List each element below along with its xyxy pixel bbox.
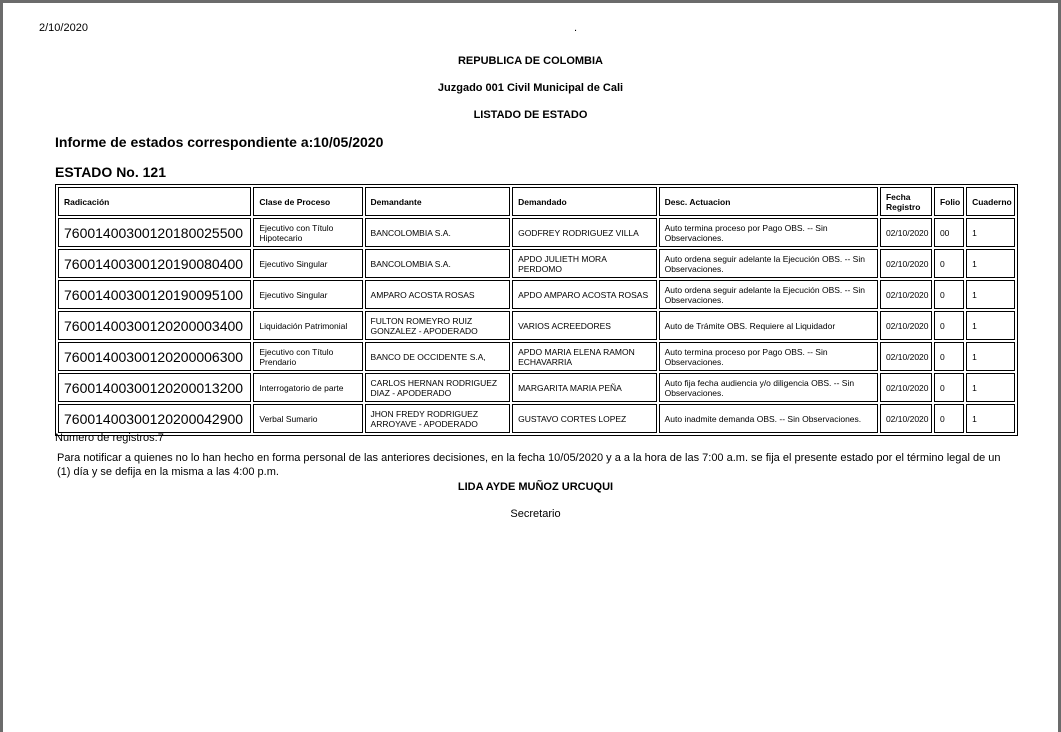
cell-cuaderno: 1: [966, 280, 1015, 309]
numero-registros: Numero de registros:7: [55, 432, 164, 444]
cell-desc-actuacion: Auto termina proceso por Pago OBS. -- Sin Observaciones.: [659, 218, 878, 247]
col-radicacion: Radicación: [58, 187, 251, 216]
cell-demandado: MARGARITA MARIA PEÑA: [512, 373, 657, 402]
cell-radicacion: 76001400300120190080400: [58, 249, 251, 278]
cell-clase-proceso: Ejecutivo Singular: [253, 280, 362, 309]
cell-clase-proceso: Liquidación Patrimonial: [253, 311, 362, 340]
col-clase-proceso: Clase de Proceso: [253, 187, 362, 216]
col-fecha-registro: Fecha Registro: [880, 187, 932, 216]
cell-cuaderno: 1: [966, 404, 1015, 433]
cell-radicacion: 76001400300120200003400: [58, 311, 251, 340]
cell-radicacion: 76001400300120190095100: [58, 280, 251, 309]
informe-heading: Informe de estados correspondiente a:10/05/2020: [55, 134, 384, 150]
cell-desc-actuacion: Auto fija fecha audiencia y/o diligencia OBS. -- Sin Observaciones.: [659, 373, 878, 402]
cell-demandante: JHON FREDY RODRIGUEZ ARROYAVE - APODERADO: [365, 404, 511, 433]
cell-folio: 0: [934, 404, 964, 433]
cell-cuaderno: 1: [966, 342, 1015, 371]
cell-cuaderno: 1: [966, 311, 1015, 340]
col-desc-actuacion: Desc. Actuacion: [659, 187, 878, 216]
cell-folio: 00: [934, 218, 964, 247]
cell-folio: 0: [934, 249, 964, 278]
table-row: [58, 218, 1015, 247]
cell-folio: 0: [934, 280, 964, 309]
cell-desc-actuacion: Auto de Trámite OBS. Requiere al Liquidador: [659, 311, 878, 340]
cell-desc-actuacion: Auto ordena seguir adelante la Ejecución OBS. -- Sin Observaciones.: [659, 249, 878, 278]
title-listing: LISTADO DE ESTADO: [473, 109, 588, 121]
title-country: REPUBLICA DE COLOMBIA: [457, 55, 604, 67]
cell-demandante: BANCOLOMBIA S.A.: [365, 218, 511, 247]
cell-radicacion: 76001400300120180025500: [58, 218, 251, 247]
cell-radicacion: 76001400300120200013200: [58, 373, 251, 402]
title-court: Juzgado 001 Civil Municipal de Cali: [437, 82, 624, 94]
cell-demandado: GUSTAVO CORTES LOPEZ: [512, 404, 657, 433]
cell-fecha-registro: 02/10/2020: [880, 342, 932, 371]
cell-cuaderno: 1: [966, 249, 1015, 278]
cell-radicacion: 76001400300120200006300: [58, 342, 251, 371]
notification-text: Para notificar a quienes no lo han hecho en forma personal de las anteriores decisiones, en la fecha 10/05/2020 y a a la hora de las 7:00 a.m. se fija el presente estado por el término legal de un (1) día y se defija en la misma a las 4:00 p.m.: [57, 452, 1001, 478]
cell-fecha-registro: 02/10/2020: [880, 404, 932, 433]
cell-demandado: APDO AMPARO ACOSTA ROSAS: [512, 280, 657, 309]
cell-fecha-registro: 02/10/2020: [880, 373, 932, 402]
table-row: [58, 373, 1015, 402]
cell-demandante: FULTON ROMEYRO RUIZ GONZALEZ - APODERADO: [365, 311, 511, 340]
signature-name: LIDA AYDE MUÑOZ URCUQUI: [457, 481, 614, 493]
cell-clase-proceso: Interrogatorio de parte: [253, 373, 362, 402]
cell-folio: 0: [934, 373, 964, 402]
cell-desc-actuacion: Auto inadmite demanda OBS. -- Sin Observaciones.: [659, 404, 878, 433]
col-demandante: Demandante: [365, 187, 511, 216]
header-dot: .: [574, 22, 578, 34]
col-cuaderno: Cuaderno: [966, 187, 1015, 216]
cell-clase-proceso: Ejecutivo Singular: [253, 249, 362, 278]
cell-radicacion: 76001400300120200042900: [58, 404, 251, 433]
cell-folio: 0: [934, 342, 964, 371]
cell-demandado: GODFREY RODRIGUEZ VILLA: [512, 218, 657, 247]
cell-clase-proceso: Ejecutivo con Título Prendario: [253, 342, 362, 371]
table-row: [58, 404, 1015, 433]
cell-demandado: APDO MARIA ELENA RAMON ECHAVARRIA: [512, 342, 657, 371]
cell-cuaderno: 1: [966, 373, 1015, 402]
cell-demandante: BANCO DE OCCIDENTE S.A,: [365, 342, 511, 371]
estados-table: [55, 184, 1018, 436]
cell-clase-proceso: Ejecutivo con Título Hipotecario: [253, 218, 362, 247]
table-row: [58, 342, 1015, 371]
table-row: [58, 311, 1015, 340]
cell-cuaderno: 1: [966, 218, 1015, 247]
cell-desc-actuacion: Auto termina proceso por Pago OBS. -- Sin Observaciones.: [659, 342, 878, 371]
cell-desc-actuacion: Auto ordena seguir adelante la Ejecución OBS. -- Sin Observaciones.: [659, 280, 878, 309]
cell-demandante: CARLOS HERNAN RODRIGUEZ DIAZ - APODERADO: [365, 373, 511, 402]
col-demandado: Demandado: [512, 187, 657, 216]
cell-folio: 0: [934, 311, 964, 340]
page-frame-top: [0, 0, 1061, 3]
cell-demandante: AMPARO ACOSTA ROSAS: [365, 280, 511, 309]
cell-demandante: BANCOLOMBIA S.A.: [365, 249, 511, 278]
cell-demandado: VARIOS ACREEDORES: [512, 311, 657, 340]
cell-fecha-registro: 02/10/2020: [880, 218, 932, 247]
estado-number: ESTADO No. 121: [55, 164, 166, 180]
cell-fecha-registro: 02/10/2020: [880, 249, 932, 278]
table-header-row: [58, 187, 1015, 216]
col-folio: Folio: [934, 187, 964, 216]
signature-role: Secretario: [510, 508, 561, 520]
cell-demandado: APDO JULIETH MORA PERDOMO: [512, 249, 657, 278]
table-row: [58, 249, 1015, 278]
table-row: [58, 280, 1015, 309]
cell-fecha-registro: 02/10/2020: [880, 280, 932, 309]
cell-fecha-registro: 02/10/2020: [880, 311, 932, 340]
cell-clase-proceso: Verbal Sumario: [253, 404, 362, 433]
print-date: 2/10/2020: [39, 22, 88, 34]
